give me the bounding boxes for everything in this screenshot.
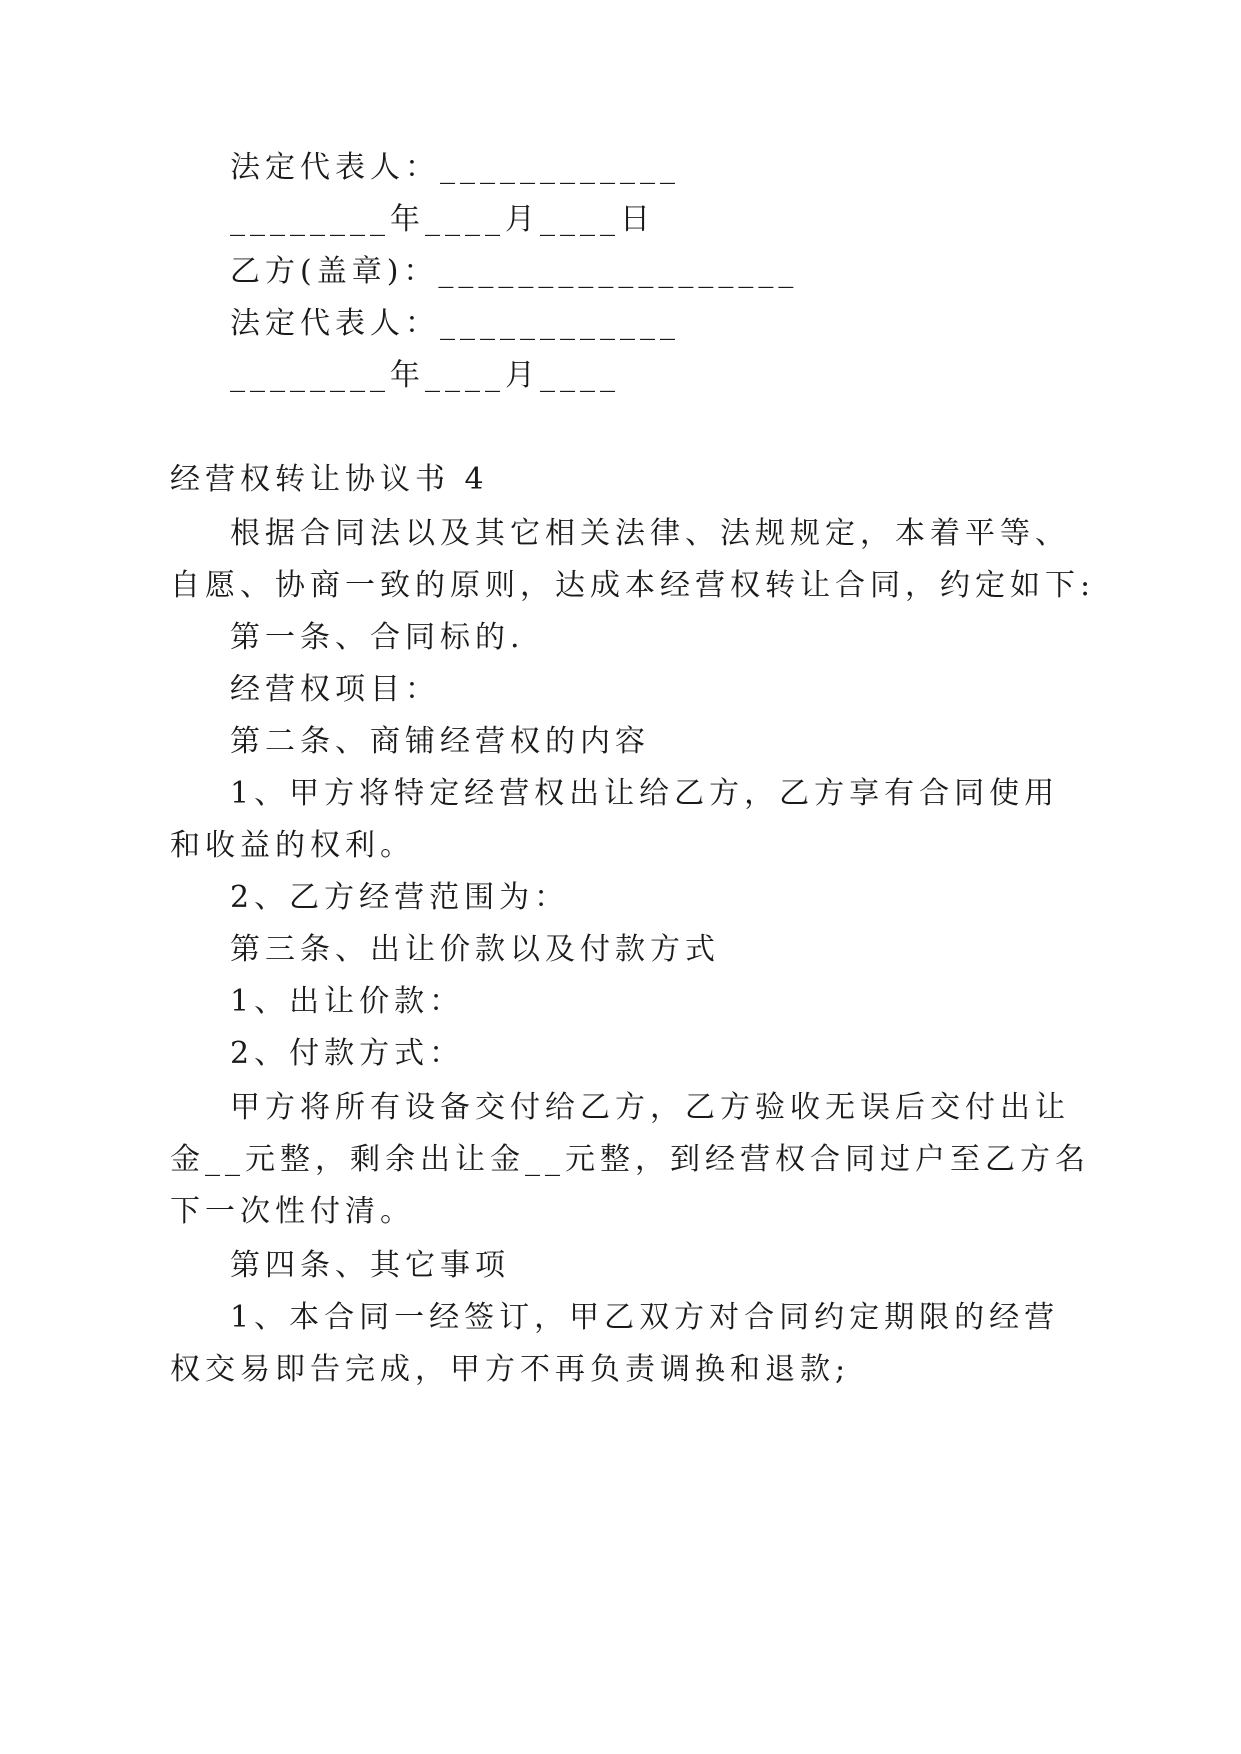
party-b-date-line: ________年____月____ bbox=[230, 358, 620, 393]
document-title: 经营权转让协议书 4 bbox=[170, 462, 489, 497]
article-3-paragraph-line-2: 金__元整，剩余出让金__元整，到经营权合同过户至乙方名 bbox=[170, 1142, 1090, 1177]
article-3-paragraph-line-3: 下一次性付清。 bbox=[170, 1194, 415, 1229]
article-2-item-2: 2、乙方经营范围为： bbox=[230, 880, 570, 915]
article-2-item-1-line-2: 和收益的权利。 bbox=[170, 828, 415, 863]
party-a-representative-line: 法定代表人：____________ bbox=[230, 150, 680, 185]
party-b-seal-line: 乙方(盖章)：__________________ bbox=[230, 254, 799, 289]
article-4-item-1-line-2: 权交易即告完成，甲方不再负责调换和退款; bbox=[170, 1352, 851, 1387]
article-1-heading: 第一条、合同标的. bbox=[230, 620, 525, 655]
intro-paragraph-line-2: 自愿、协商一致的原则，达成本经营权转让合同，约定如下: bbox=[170, 568, 1096, 603]
article-3-item-2: 2、付款方式： bbox=[230, 1036, 465, 1071]
article-4-item-1-line-1: 1、本合同一经签订，甲乙双方对合同约定期限的经营 bbox=[230, 1300, 1060, 1335]
article-4-heading: 第四条、其它事项 bbox=[230, 1248, 510, 1283]
article-3-heading: 第三条、出让价款以及付款方式 bbox=[230, 932, 720, 967]
party-b-representative-line: 法定代表人：____________ bbox=[230, 306, 680, 341]
article-3-item-1: 1、出让价款： bbox=[230, 984, 465, 1019]
article-2-item-1-line-1: 1、甲方将特定经营权出让给乙方，乙方享有合同使用 bbox=[230, 776, 1060, 811]
article-3-paragraph-line-1: 甲方将所有设备交付给乙方，乙方验收无误后交付出让 bbox=[230, 1090, 1070, 1125]
article-2-heading: 第二条、商铺经营权的内容 bbox=[230, 724, 650, 759]
intro-paragraph-line-1: 根据合同法以及其它相关法律、法规规定，本着平等、 bbox=[230, 516, 1070, 551]
party-a-date-line: ________年____月____日 bbox=[230, 202, 655, 237]
article-1-item: 经营权项目： bbox=[230, 672, 440, 707]
